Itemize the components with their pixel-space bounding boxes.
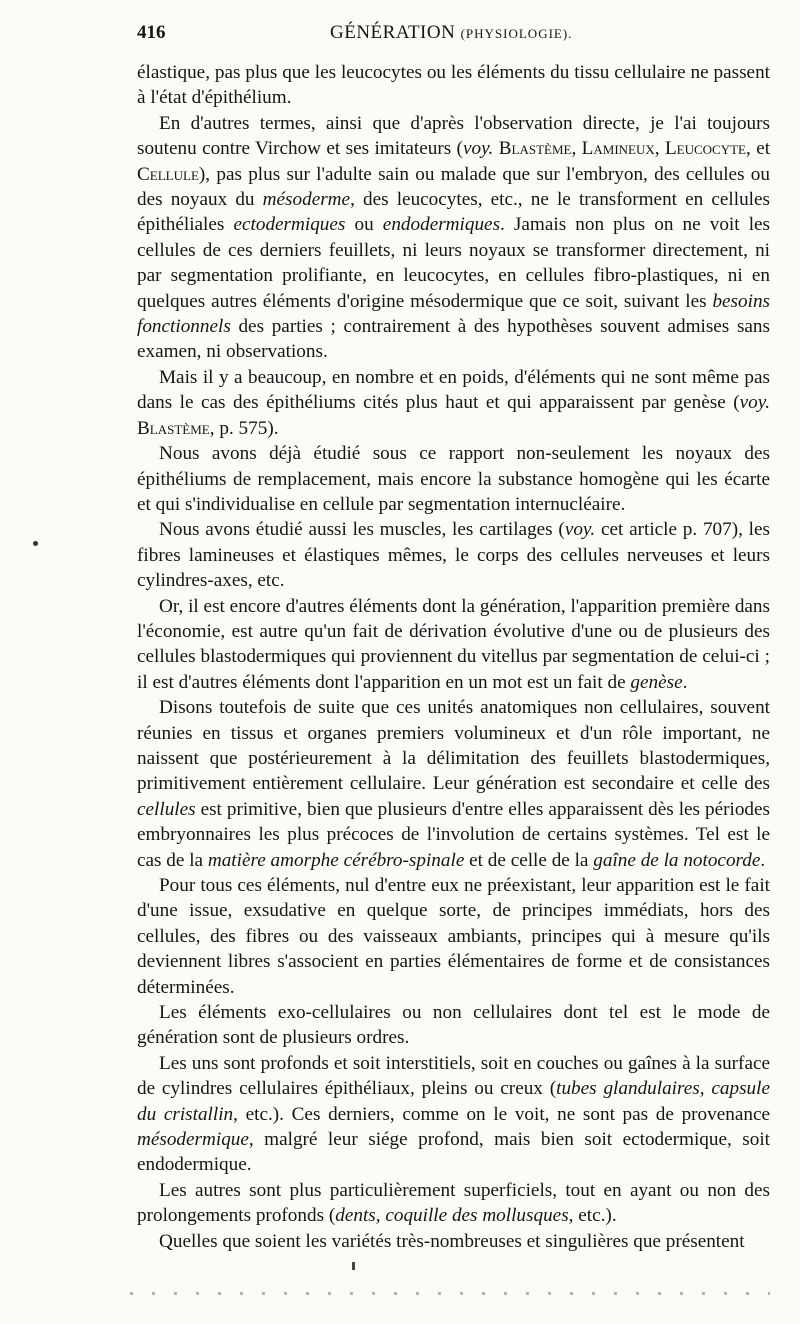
text-run: des parties ; contrairement à des hypothèses souvent admises sans examen, ni observations. xyxy=(137,316,770,363)
paragraph xyxy=(137,60,770,111)
text-run: Quelles que soient les variétés très-nombreuses et singulières que présentent xyxy=(159,1230,745,1252)
text-run: Or, il est encore d'autres éléments dont la génération, l'apparition première dans l'économie, est autre qu'un fait de dérivation évolutive d'une ou de plusieurs des cellules blastodermiques qui proviennent du vitellus par segmentation de celui-ci ; il est d'autres éléments dont l'apparition en un mot est un fait de xyxy=(137,595,770,693)
paragraph xyxy=(137,365,770,441)
running-title-main: GÉNÉRATION xyxy=(330,22,456,43)
page-header xyxy=(137,22,770,48)
text-run: , et xyxy=(746,138,771,160)
text-run: , xyxy=(571,138,582,160)
small-caps-text: Leucocyte xyxy=(664,138,747,160)
paragraph xyxy=(137,111,770,365)
italic-text: dents, coquille des mollusques xyxy=(335,1205,569,1227)
text-run: Nous avons déjà étudié sous ce rapport non-seulement les noyaux des épithéliums de remplacement, mais encore la substance homogène qui les écarte et qui s'individualise en cellule par segmentation internucléaire. xyxy=(137,443,770,515)
text-run: , p. 575). xyxy=(209,417,279,439)
italic-text: voy. xyxy=(462,138,494,160)
text-run: cet article p. 707), les fibres lamineuses et élastiques mêmes, le corps des cellules nerveuses et leurs cylindres-axes, etc. xyxy=(137,519,770,592)
paragraph xyxy=(137,594,770,696)
text-run: , etc.). xyxy=(568,1205,617,1227)
italic-text: mésodermique xyxy=(137,1129,249,1151)
bottom-print-noise xyxy=(130,1292,770,1295)
text-run: Les autres sont plus particulièrement superficiels, tout en ayant ou non des prolongements profonds ( xyxy=(137,1179,770,1227)
italic-text: genèse xyxy=(630,671,683,693)
paragraph xyxy=(137,441,770,517)
paragraph xyxy=(137,1051,770,1178)
paragraph xyxy=(137,517,770,593)
text-run: , etc.). Ces derniers, comme on le voit, ne sont pas de provenance xyxy=(233,1103,770,1125)
text-run: Nous avons étudié aussi les muscles, les cartilages ( xyxy=(159,519,565,541)
text-run: , xyxy=(654,138,665,160)
italic-text: tubes glandulaires, capsule du cristallin xyxy=(137,1078,770,1125)
page-number: 416 xyxy=(137,22,166,43)
running-title xyxy=(330,22,572,44)
text-run: Pour tous ces éléments, nul d'entre eux ne préexistant, leur apparition est le fait d'une issue, exsudative en quelque sorte, de principes immédiats, hors des cellules, des fibres ou des vaisseaux ambiants, principes qui à mesure qu'ils deviennent libres s'associent en parties élémentaires de forme et de consistances déterminées. xyxy=(137,875,770,998)
text-run: élastique, pas plus que les leucocytes ou les éléments du tissu cellulaire ne passent à l'état d'épithélium. xyxy=(137,62,770,109)
text-run: . xyxy=(760,849,766,871)
text-run: ), pas plus sur l'adulte sain ou malade que sur l'embryon, des cellules ou des noyaux du xyxy=(137,163,770,211)
margin-mark xyxy=(33,541,38,546)
text-run: En d'autres termes, ainsi que d'après l'observation directe, je l'ai toujours soutenu contre Virchow et ses imitateurs ( xyxy=(137,112,770,160)
text-run: Les éléments exo-cellulaires ou non cellulaires dont tel est le mode de génération sont de plusieurs ordres. xyxy=(137,1002,770,1049)
text-run: est primitive, bien que plusieurs d'entre elles apparaissent dès les périodes embryonnaires les plus précoces de l'involution de certains systèmes. Tel est le cas de la xyxy=(137,798,770,871)
text-run: et de celle de la xyxy=(464,849,594,871)
text-run: . Jamais non plus on ne voit les cellules de ces derniers feuillets, ni leurs noyaux se transformer directement, ni par segmentation prolifiante, en leucocytes, en cellules fibro-plastiques, ni en quelques autres éléments d'origine mésodermique que ce soit, suivant les xyxy=(137,214,771,312)
text-run: , des leucocytes, etc., ne le transforment en cellules épithéliales xyxy=(137,189,770,236)
small-caps-text: Blastème xyxy=(137,417,210,439)
paragraph xyxy=(137,873,770,1000)
text-run: Disons toutefois de suite que ces unités anatomiques non cellulaires, souvent réunies en tissus et organes premiers volumineux et d'un rôle important, ne naissent que postérieurement à la délimitation des feuillets blastodermiques, primitivement entièrement cellulaire. Leur génération est secondaire et celle des xyxy=(137,697,770,795)
paragraph xyxy=(137,1178,770,1229)
italic-text: matière amorphe cérébro-spinale xyxy=(207,849,465,871)
paragraph xyxy=(137,695,770,873)
text-run: ou xyxy=(345,214,383,236)
italic-text: besoins fonctionnels xyxy=(137,290,770,338)
small-caps-text: Blastème xyxy=(498,138,572,160)
italic-text: endodermiques xyxy=(382,214,501,236)
print-speck xyxy=(352,1262,355,1270)
paragraph xyxy=(137,1000,770,1051)
italic-text: voy. xyxy=(739,392,770,414)
small-caps-text: Cellule xyxy=(137,163,199,185)
italic-text: voy. xyxy=(564,519,596,541)
italic-text: ectodermiques xyxy=(233,214,346,236)
italic-text: gaîne de la notocorde xyxy=(593,849,761,871)
text-run: Mais il y a beaucoup, en nombre et en poids, d'éléments qui ne sont même pas dans le cas des épithéliums cités plus haut et qui apparaissent par genèse ( xyxy=(137,366,770,414)
small-caps-text: Lamineux xyxy=(581,138,655,160)
paragraph xyxy=(137,1229,770,1254)
running-title-sub: (PHYSIOLOGIE). xyxy=(460,26,573,41)
text-run: Les uns sont profonds et soit interstitiels, soit en couches ou gaînes à la surface de cylindres cellulaires épithéliaux, pleins ou creux ( xyxy=(137,1052,770,1100)
italic-text: cellules xyxy=(137,798,196,820)
text-run: , malgré leur siége profond, mais bien soit ectodermique, soit endodermique. xyxy=(137,1129,770,1176)
italic-text: mésoderme xyxy=(262,189,351,211)
text-run: . xyxy=(682,671,688,693)
body-text xyxy=(137,60,770,1254)
